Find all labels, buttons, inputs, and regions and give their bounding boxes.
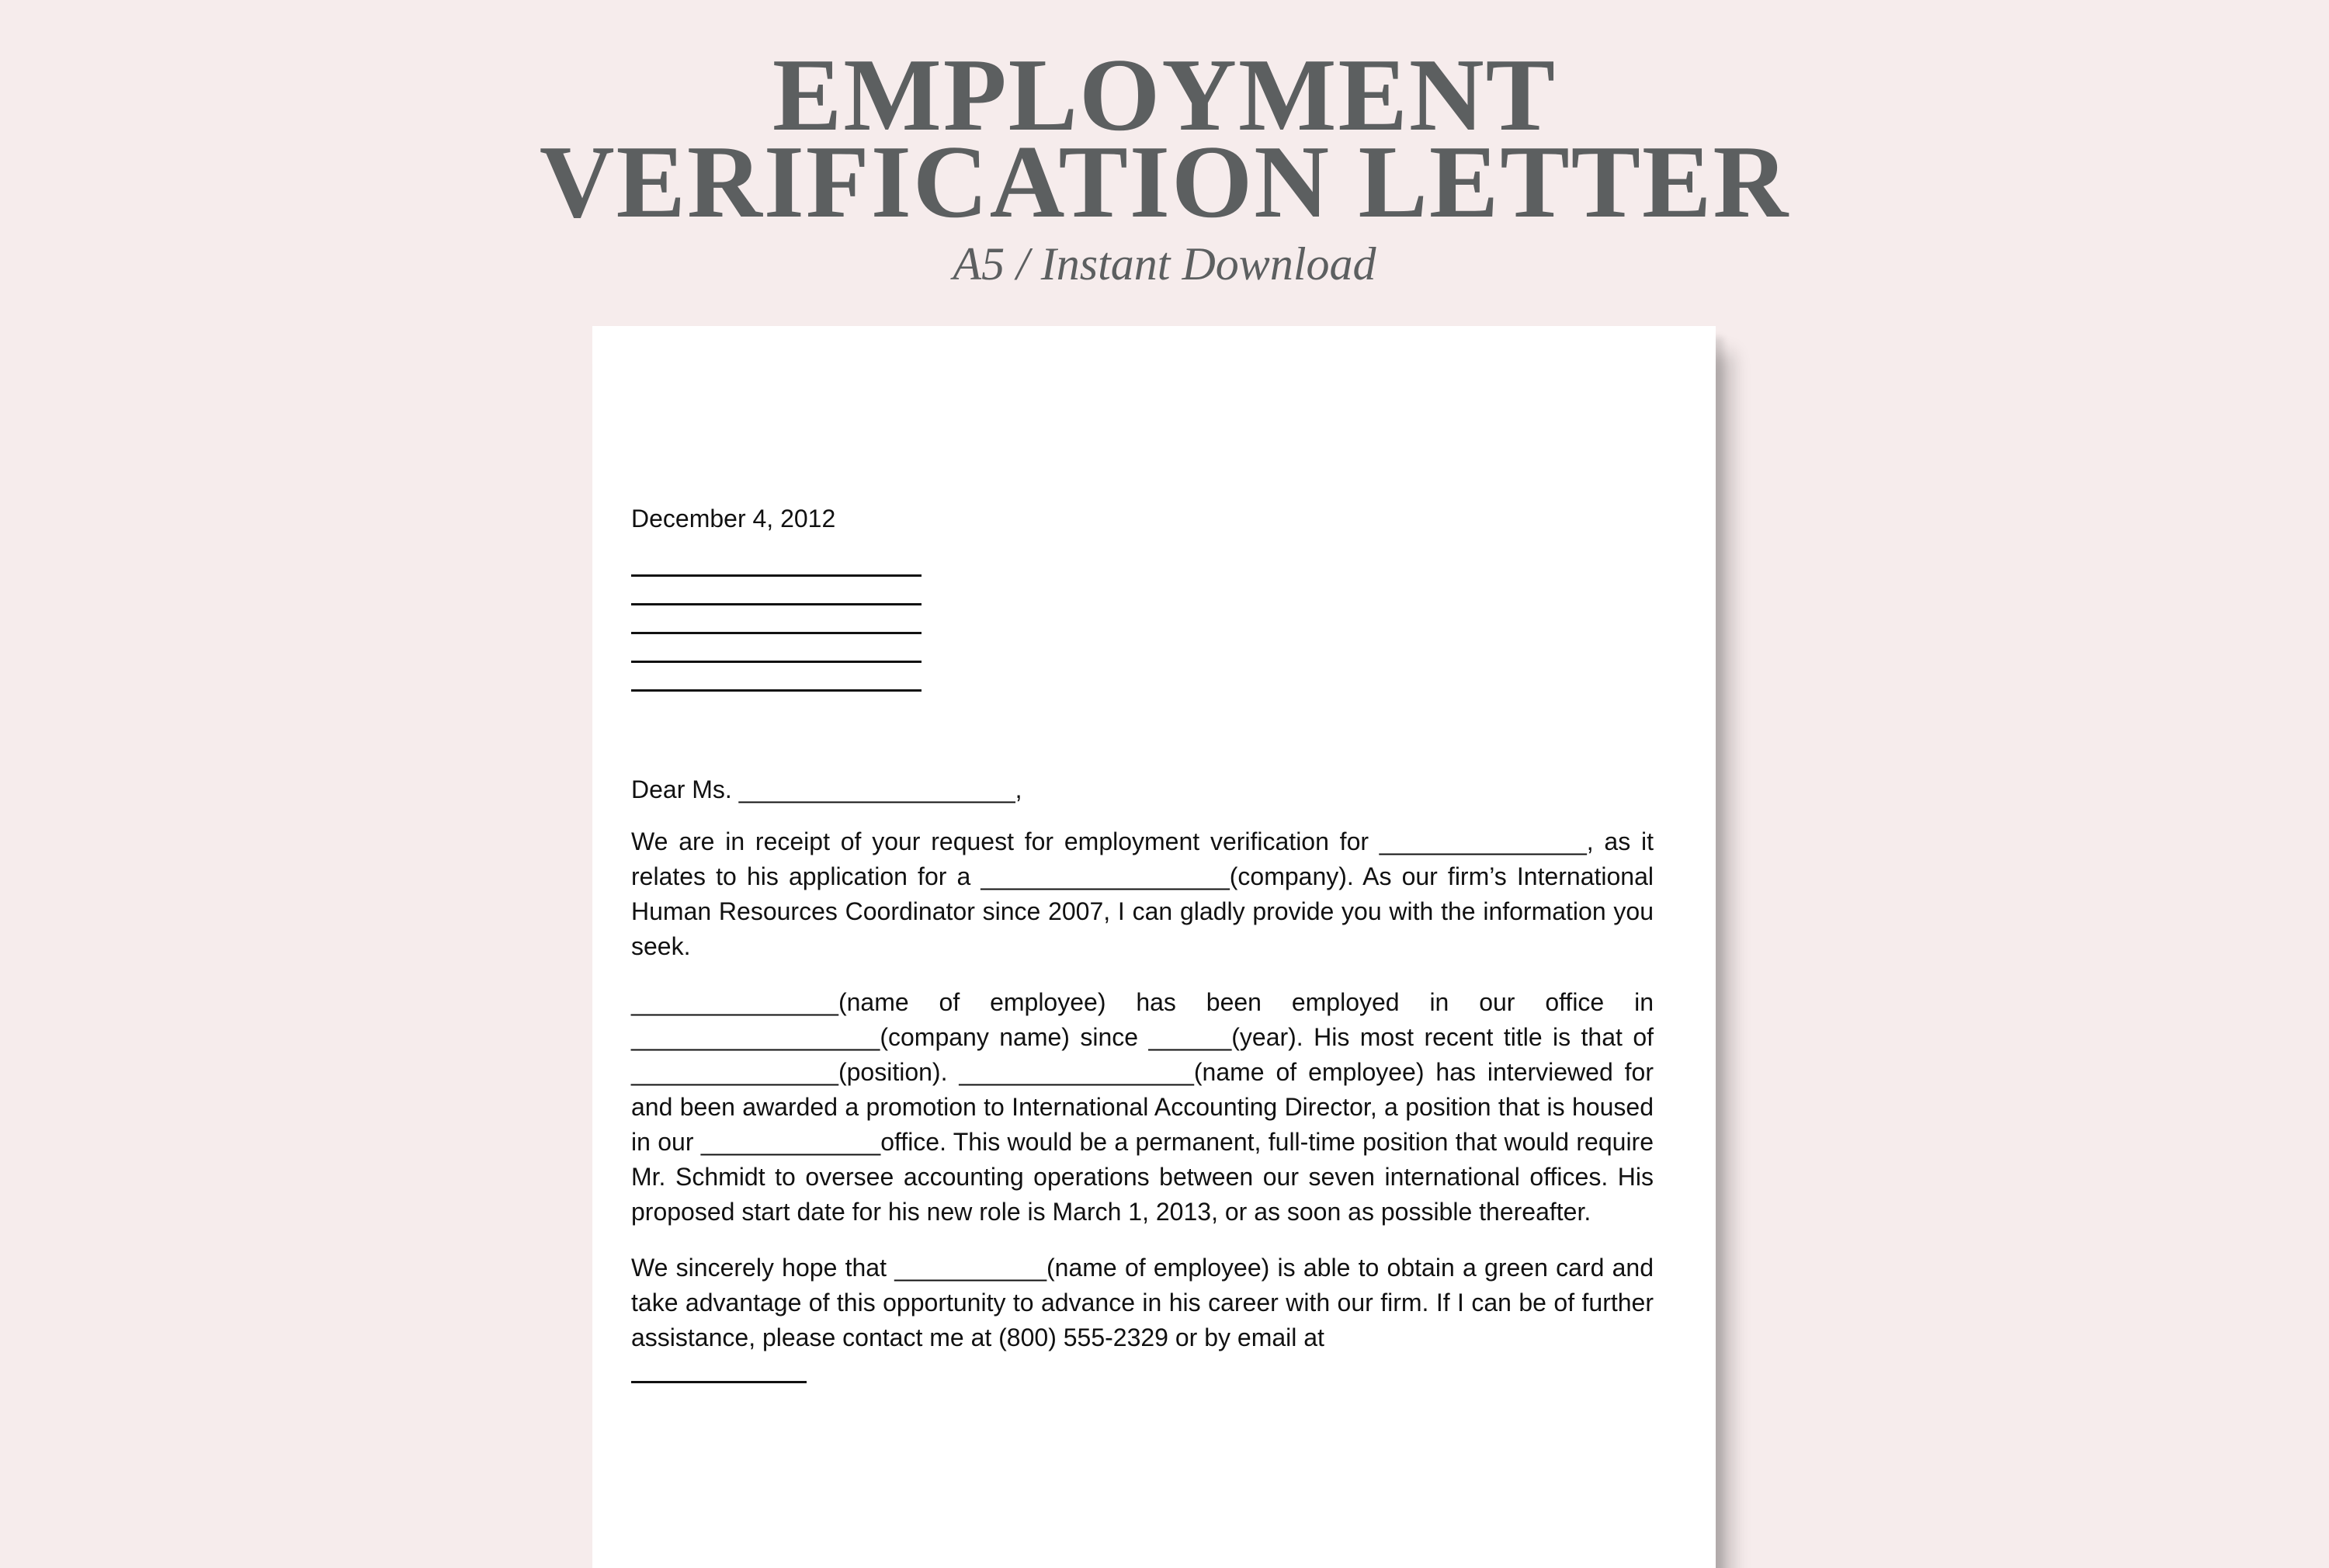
recipient-address-blanks <box>631 543 1654 692</box>
paragraph-request: We are in receipt of your request for employment verification for _______________, as it relates to his application for a __________________(company). As our firm’s International Human Resources Coordinator since 2007, I can gladly provide you with the information you seek. <box>631 827 1654 960</box>
letter-date: December 4, 2012 <box>631 505 836 532</box>
address-blank-line <box>631 663 922 692</box>
paragraph-employment-details: _______________(name of employee) has been employed in our office in __________________(company name) since ______(year). His most recent title is that of _______________(position). _________________(name of employee) has interviewed for and been awarded a promotion to International Accounting Director, a position that is housed in our _____________office. This would be a permanent, full-time position that would require Mr. Schmidt to oversee accounting operations between our seven international offices. His proposed start date for his new role is March 1, 2013, or as soon as possible thereafter. <box>631 988 1654 1226</box>
subtitle: A5 / Instant Download <box>953 238 1376 290</box>
address-blank-line <box>631 543 922 577</box>
letter-page <box>592 326 1716 1568</box>
letter-body <box>631 501 1654 1383</box>
email-blank-line <box>631 1360 807 1383</box>
title-line-2: VERIFICATION LETTER <box>539 124 1790 239</box>
paragraph-closing: We sincerely hope that ___________(name of employee) is able to obtain a green card and take advantage of this opportunity to advance in his career with our firm. If I can be of further assistance, please contact me at (800) 555-2329 or by email at <box>631 1254 1654 1351</box>
title-line-1: EMPLOYMENT <box>772 37 1557 152</box>
salutation: Dear Ms. ____________________, <box>631 775 1022 803</box>
address-blank-line <box>631 577 922 605</box>
address-blank-line <box>631 605 922 634</box>
address-blank-line <box>631 634 922 663</box>
